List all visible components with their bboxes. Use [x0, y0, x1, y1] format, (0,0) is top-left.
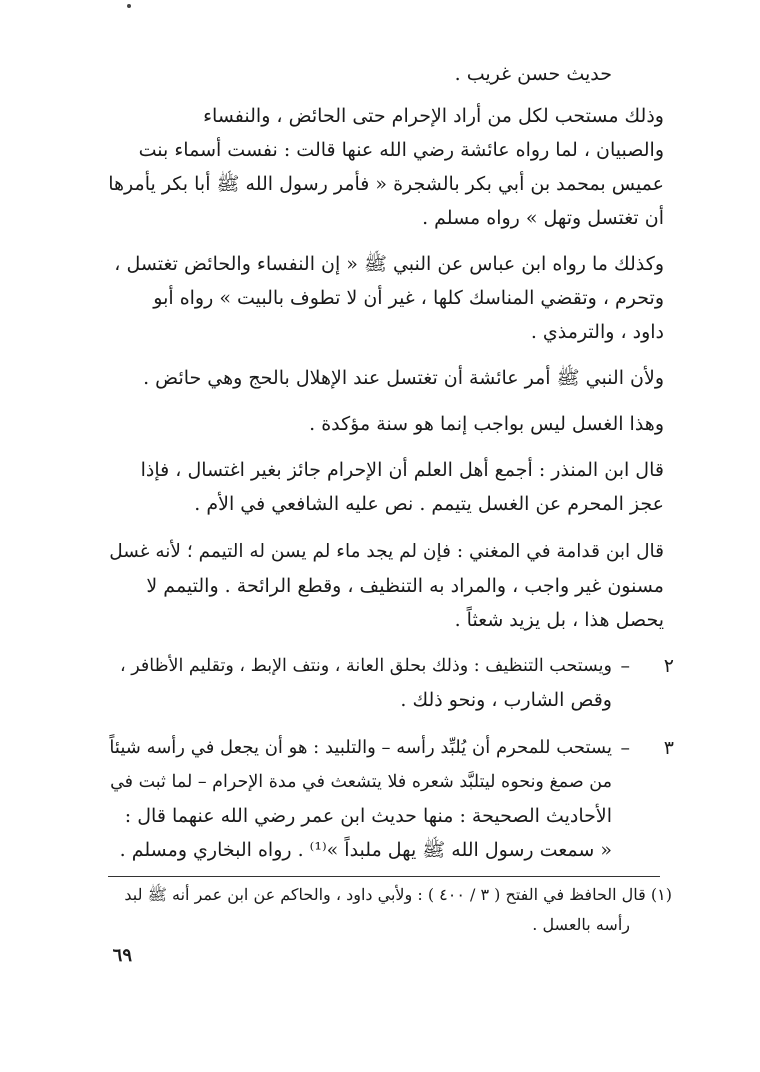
- text-line: عميس بمحمد بن أبي بكر بالشجرة « فأمر رسول الله ﷺ أبا بكر يأمرها: [108, 173, 664, 195]
- item-number: ٢: [663, 655, 674, 677]
- footnote-line: رأسه بالعسل .: [532, 915, 630, 934]
- text-line: أن تغتسل وتهل » رواه مسلم .: [422, 207, 664, 229]
- text-line: « سمعت رسول الله ﷺ يهل ملبداً »⁽¹⁾ . رواه البخاري ومسلم .: [119, 839, 612, 861]
- item-dash: –: [620, 737, 630, 759]
- text-line: وتحرم ، وتقضي المناسك كلها ، غير أن لا تطوف بالبيت » رواه أبو: [153, 287, 664, 309]
- item-dash: –: [620, 655, 630, 677]
- scan-speck: [127, 4, 131, 8]
- text-line: ولأن النبي ﷺ أمر عائشة أن تغتسل عند الإهلال بالحج وهي حائض .: [143, 367, 664, 389]
- footnote-divider: [108, 876, 660, 877]
- text-line: من صمغ ونحوه ليتلبَّد شعره فلا يتشعث في مدة الإحرام – لما ثبت في: [110, 772, 612, 792]
- text-line: والصبيان ، لما رواه عائشة رضي الله عنها قالت : نفست أسماء بنت: [138, 139, 664, 161]
- item-number: ٣: [663, 737, 674, 759]
- text-line: قال ابن المنذر : أجمع أهل العلم أن الإحرام جائز بغير اغتسال ، فإذا: [140, 459, 664, 481]
- text-line: مسنون غير واجب ، والمراد به التنظيف ، وقطع الرائحة . والتيمم لا: [146, 575, 664, 597]
- footnote-line: (١) قال الحافظ في الفتح ( ٣ / ٤٠٠ ) : ولأبي داود ، والحاكم عن ابن عمر أنه ﷺ لبد: [124, 885, 672, 904]
- text-line: وذلك مستحب لكل من أراد الإحرام حتى الحائض ، والنفساء: [203, 105, 664, 127]
- text-line: ويستحب التنظيف : وذلك بحلق العانة ، ونتف الإبط ، وتقليم الأظافر ،: [120, 656, 612, 676]
- text-line: الأحاديث الصحيحة : منها حديث ابن عمر رضي الله عنهما قال :: [124, 805, 612, 827]
- text-line: وكذلك ما رواه ابن عباس عن النبي ﷺ « إن النفساء والحائض تغتسل ،: [114, 253, 664, 275]
- page-number: ٦٩: [112, 945, 132, 966]
- text-line: يحصل هذا ، بل يزيد شعثاً .: [454, 609, 664, 631]
- text-line: قال ابن قدامة في المغني : فإن لم يجد ماء لم يسن له التيمم ؛ لأنه غسل: [109, 541, 664, 562]
- text-line: حديث حسن غريب .: [454, 63, 612, 85]
- text-line: يستحب للمحرم أن يُلبِّد رأسه – والتلبيد : هو أن يجعل في رأسه شيئاً: [109, 737, 612, 758]
- text-line: وهذا الغسل ليس بواجب إنما هو سنة مؤكدة .: [309, 413, 664, 435]
- text-line: وقص الشارب ، ونحو ذلك .: [400, 689, 612, 711]
- text-line: عجز المحرم عن الغسل يتيمم . نص عليه الشافعي في الأم .: [194, 493, 664, 515]
- text-line: داود ، والترمذي .: [530, 321, 664, 343]
